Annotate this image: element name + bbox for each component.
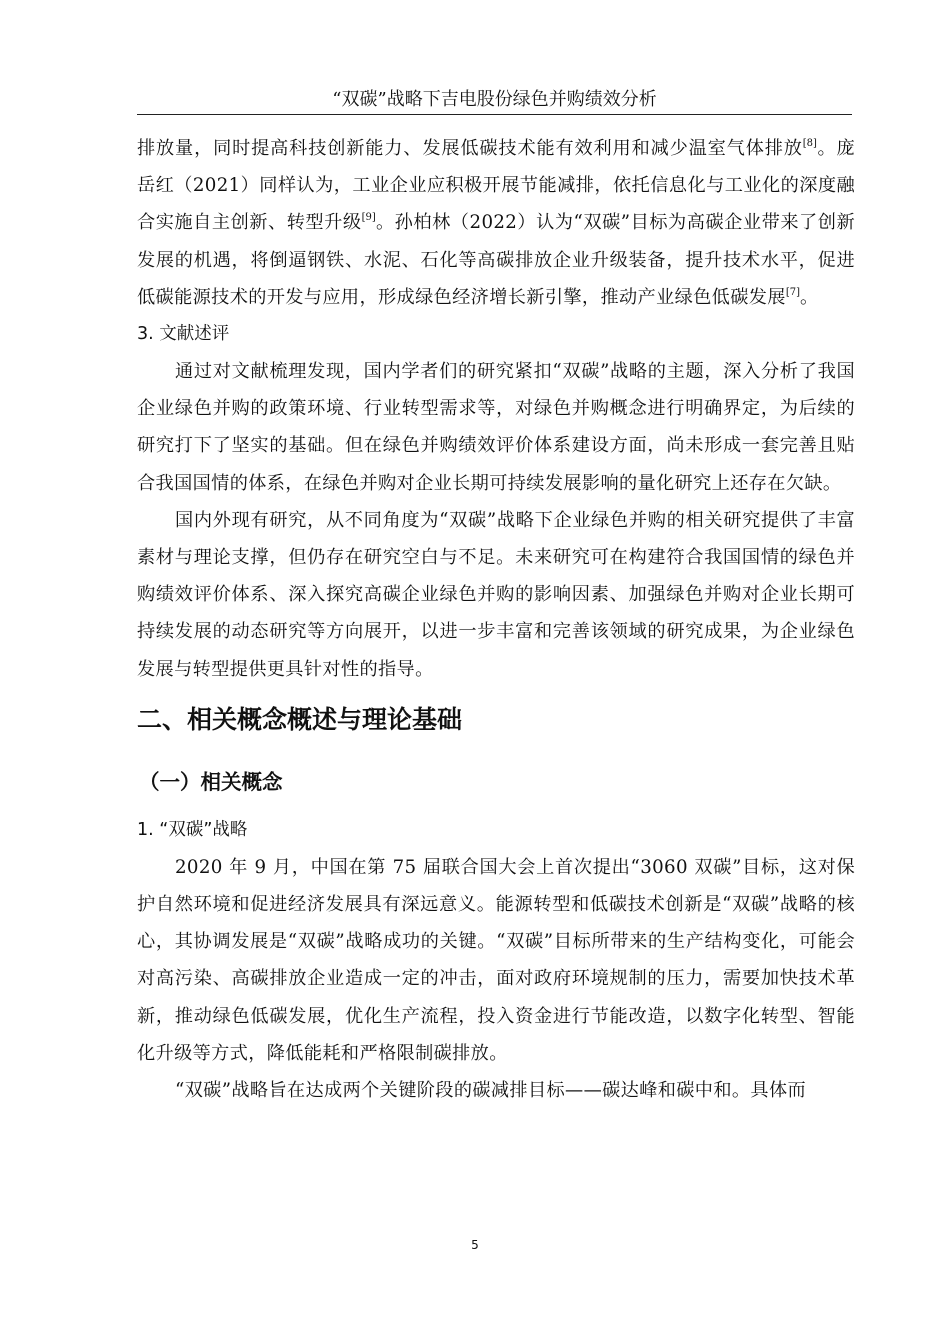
paragraph-dual-carbon-2: “双碳”战略旨在达成两个关键阶段的碳减排目标——碳达峰和碳中和。具体而 [175,1080,807,1102]
chapter-heading: 二、相关概念概述与理论基础 [137,704,463,734]
paragraph-text: 。 [800,286,819,308]
paragraph-review-1: 通过对文献梳理发现，国内学者们的研究紧扣“双碳”战略的主题，深入分析了我国企业绿色并购的政策环境、行业转型需求等，对绿色并购概念进行明确界定，为后续的研究打下了坚实的基础。但在绿色并购绩效评价体系建设方面，尚未形成一套完善且贴合我国国情的体系，在绿色并购对企业长期可持续发展影响的量化研究上还存在欠缺。 [137,361,855,494]
page-number: 5 [471,1238,479,1252]
header-rule [137,114,852,115]
paragraph-literature-continued [137,130,855,316]
citation-mark: [7] [785,286,800,298]
running-header: “双碳”战略下吉电股份绿色并购绩效分析 [332,89,657,110]
paragraph-review-2: 国内外现有研究，从不同角度为“双碳”战略下企业绿色并购的相关研究提供了丰富素材与理论支撑，但仍存在研究空白与不足。未来研究可在构建符合我国国情的绿色并购绩效评价体系、深入探究高碳企业绿色并购的影响因素、加强绿色并购对企业长期可持续发展的动态研究等方向展开，以进一步丰富和完善该领域的研究成果，为企业绿色发展与转型提供更具针对性的指导。 [137,509,855,680]
paragraph-dual-carbon-1: 2020 年 9 月，中国在第 75 届联合国大会上首次提出“3060 双碳”目标，这对保护自然环境和促进经济发展具有深远意义。能源转型和低碳技术创新是“双碳”战略的核心，其协调发展是“双碳”战略成功的关键。“双碳”目标所带来的生产结构变化，可能会对高污染、高碳排放企业造成一定的冲击，面对政府环境规制的压力，需要加快技术革新，推动绿色低碳发展，优化生产流程，投入资金进行节能改造，以数字化转型、智能化升级等方式，降低能耗和严格限制碳排放。 [137,856,855,1064]
paragraph-text: 排放量，同时提高科技创新能力、发展低碳技术能有效利用和减少温室气体排放 [137,138,803,159]
subsection-heading: （一）相关概念 [139,769,283,794]
paragraph-text: 。庞岳红（2021）同样认为，工业企业应积极开展节能减排，依托信息化与工业化的深度融合实施自主创新、转型升级 [137,138,855,234]
page-body [137,130,855,1109]
section-heading-literature-review: 3. 文献述评 [137,324,230,345]
paragraph-text: 。孙柏林（2022）认为“双碳”目标为高碳企业带来了创新发展的机遇，将倒逼钢铁、水泥、石化等高碳排放企业升级装备，提升技术水平，促进低碳能源技术的开发与应用，形成绿色经济增长新引擎，推动产业绿色低碳发展 [137,212,856,308]
citation-mark: [9] [361,212,376,224]
item-heading-dual-carbon: 1. “双碳”战略 [137,819,248,840]
citation-mark: [8] [802,138,817,149]
